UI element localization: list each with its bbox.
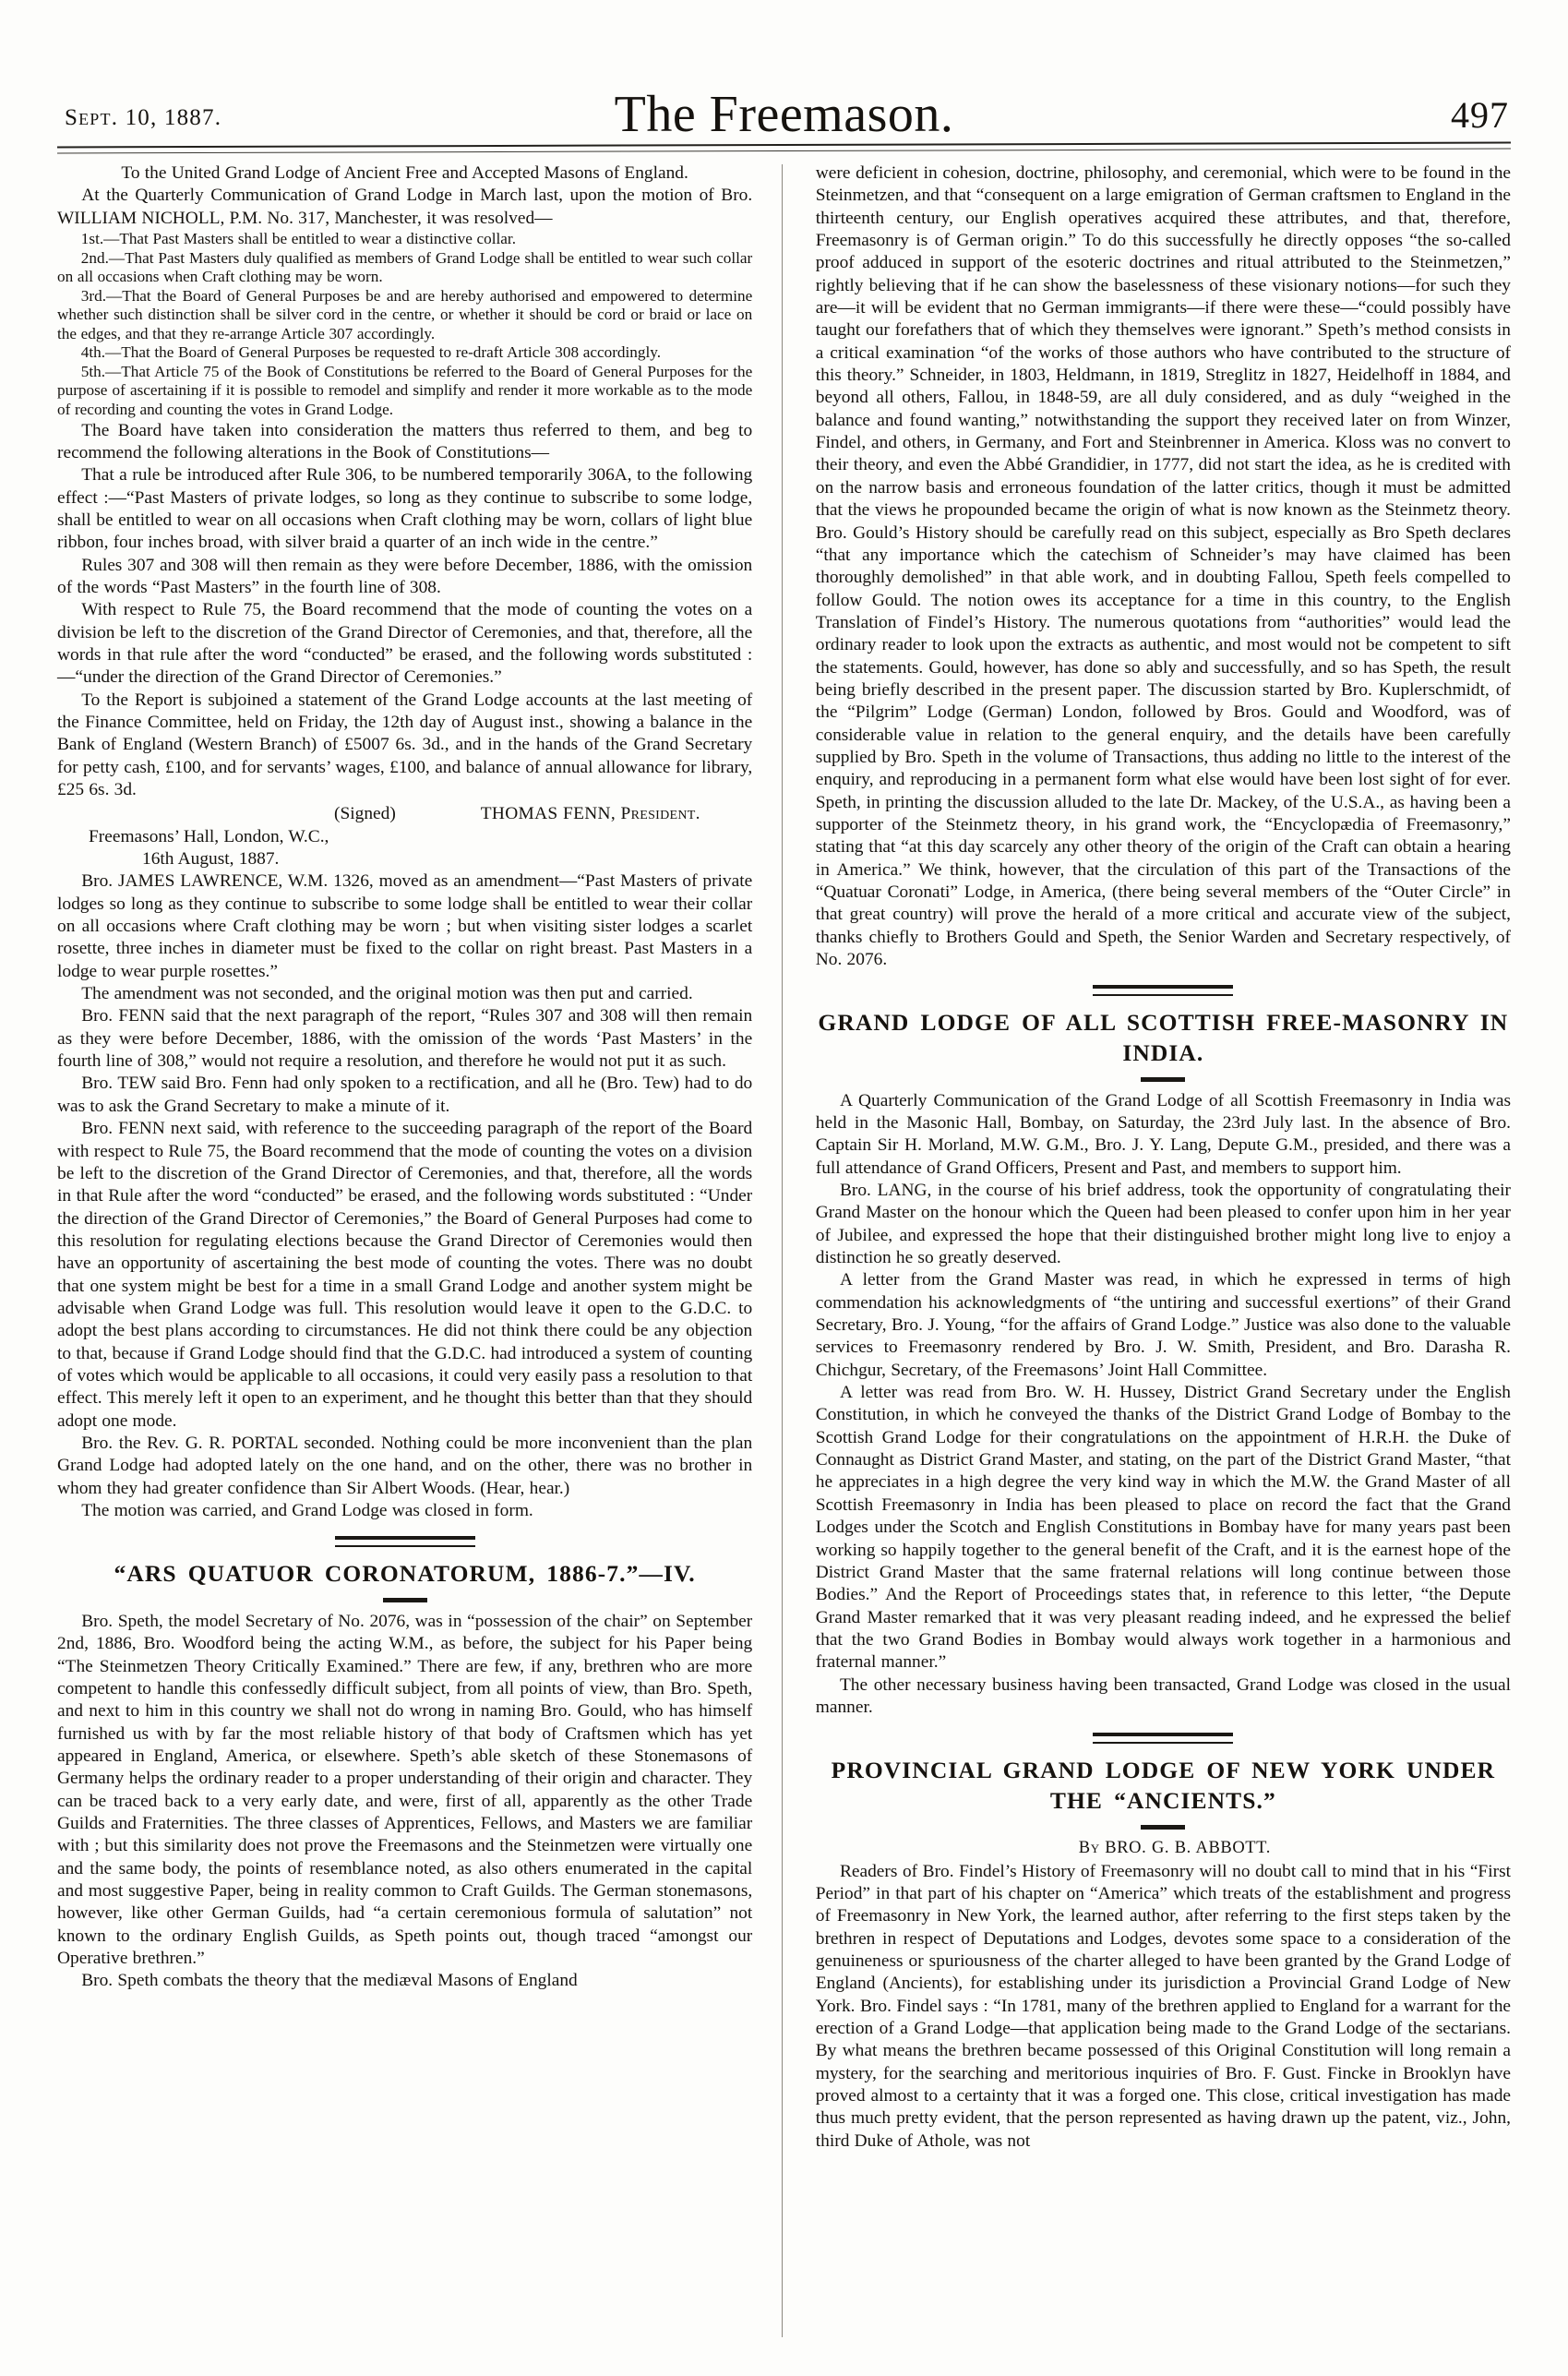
signature-line [57,803,752,825]
paragraph-india-lang: Bro. LANG, in the course of his brief address, took the opportunity of congratulating their Grand Master on the honour which the Queen had been pleased to confer upon him in her year of Jubilee, and expressed the hope that their distinguished brother might long live to enjoy a distinction he so greatly deserved. [815,1181,1511,1268]
paragraph-steinmetzen-continuation: were deficient in cohesion, doctrine, philosophy, and ceremonial, which were to be found in the Steinmetzen, and that “consequent on a large emigration of German craftsmen to England in the thirteenth century, our English operatives acquired these attributes, and that, therefore, Freemasonry is of German origin.” To do this successfully he directly opposes “the so-called proof adduced in support of the esoteric doctrines and ritual attributed to the Steinmetzen,” rightly believing that if he can show the baselessness of these visionary notions—for such they are—it will be evident that no German immigrants—if there were these—“could possibly have taught our forefathers that of which they themselves were ignorant.” Speth’s method consists in a critical examination “of the works of those authors who have contributed to the structure of this theory.” Schneider, in 1803, Heldmann, in 1819, Streglitz in 1827, Heidelhoff in 1884, and beyond all others, Fallou, in 1848-59, are all duly considered, and as duly “weighed in the balance and found wanting,” notwithstanding the support they received later on from Winzer, Findel, and others, in Germany, and Fort and Steinbrenner in America. Kloss was no convert to their theory, and even the Abbé Grandidier, in 1777, did not start the idea, as he is credited with on the narrow basis and erroneous foundation of the latter critics, though it must be admitted that the views he propounded became the origin of what is now known as the Steinmetz theory. Bro. Gould’s History should be carefully read on this subject, especially as Bro Speth declares “that any importance which the catechism of Schneider’s may have claimed has been thoroughly demolished” in that able work, and in doubting Fallou, Speth feels compelled to follow Gould. The notion owes its acceptance for a time in this country, to the English Translation of Findel’s History. The numerous quotations from “authorities” would lead the ordinary reader to look upon the extracts as authentic, and most would not be competent to sift the statements. Gould, however, has done so ably and successfully, and so has Speth, the result being briefly described in the present paper. The discussion started by Bro. Kuplerschmidt, of the “Pilgrim” Lodge (German) London, followed by Bros. Gould and Woodford, was of considerable value in relation to the general enquiry, and the details have been carefully supplied by Bro. Speth in the volume of Transactions, thus adding no little to the interest of the enquiry, and reproducing in a permanent form what else would have been lost sight of for ever. Speth, in printing the discussion alluded to the late Dr. Mackey, of the U.S.A., as having been a supporter of the Steinmetz theory, in his grand work, the “Encyclopædia of Freemasonry,” stating that “at this day scarcely any other theory of the origin of the Craft can obtain a hearing in America.” We think, however, that the circulation of this part of the Transactions of the “Quatuar Coronati” Lodge, in America, (there being several members of the “Outer Circle” in that great country) will prove the herald of a more critical and accurate view of the subject, thanks chiefly to Brothers Gould and Speth, the Senior Warden and Secretary respectively, of No. 2076. [815,163,1511,970]
byline-author: By BRO. G. B. ABBOTT. [1078,1838,1271,1857]
section-heading-provincial-grand-lodge-new-york: PROVINCIAL GRAND LODGE OF NEW YORK UNDER THE “ANCIENTS.” [831,1757,1496,1814]
resolution-item-3: 3rd.—That the Board of General Purposes be and are hereby authorised and empowered to determine whether such distinction shall be silver cord in the centre, or whether it should be cord or braid or lace on the edges, and that they re-arrange Article 307 accordingly. [57,286,753,342]
signed-label: (Signed) [334,804,396,824]
paragraph-speth-combats: Bro. Speth combats the theory that the mediæval Masons of England [81,1971,578,1991]
signature-president: THOMAS FENN, President. [480,804,700,824]
paragraph-tew-remark: Bro. TEW said Bro. Fenn had only spoken to a rectification, and all he (Bro. Tew) had to do was to ask the Grand Secretary to make a minute of it. [57,1074,753,1116]
issue-date: Sept. 10, 1887. [65,105,222,130]
resolution-item-1: 1st.—That Past Masters shall be entitled to wear a distinctive collar. [80,230,517,248]
paragraph-amendment-not-seconded: The amendment was not seconded, and the original motion was then put and carried. [81,984,693,1004]
paragraph-india-letter-gm: A letter from the Grand Master was read, in which he expressed in terms of high commendation his acknowledgments of “the untiring and successful exertions” of their Grand Secretary, Bro. J. Young, “for the affairs of Grand Lodge.” Justice was also done to the valuable services to Freemasonry rendered by Bro. J. W. Smith, President, and Bro. Darasha R. Chichgur, Secretary, of the Freemasons’ Joint Hall Committee. [815,1270,1511,1380]
section-subdivider-rule-india [1141,1077,1185,1082]
paragraph-abbott-findel: Readers of Bro. Findel’s History of Freemasonry will no doubt call to mind that in his “First Period” in that part of his chapter on “America” which treats of the establishment and progress of Freemasonry in New York, the learned author, after referring to the first steps taken by the brethren in respect of Deputations and Lodges, devotes some space to a consideration of the genuineness or spuriousness of the charter alleged to have been granted by the Grand Lodge of England (Ancients), for establishing under its jurisdiction a Provincial Grand Lodge of New York. Bro. Findel says : “In 1781, many of the brethren applied to England for a warrant for the erection of a Grand Lodge—that application being made to the Grand Lodge of the sectarians. By what means the brethren became possessed of this Original Constitution will long remain a mystery, for the searching and meritorious inquiries of Bro. F. Gust. Fincke in Brooklyn have proved almost to a certainty that it was a forged one. This close, critical investigation has made thus much pretty evident, that the person represented as having drawn up the patent, viz., John, third Duke of Athole, was not [815,1861,1511,2151]
left-column [57,162,772,2339]
paragraph-india-quarterly: A Quarterly Communication of the Grand Lodge of all Scottish Freemasonry in India was held in the Masonic Hall, Bombay, on Saturday, the 23rd July last. In the absence of Bro. Captain Sir H. Morland, M.W. G.M., Bro. J. Y. Lang, Depute G.M., presided, and there was a full attendance of Grand Officers, Present and Past, and members to support him. [815,1090,1511,1178]
section-subdivider-rule [383,1598,427,1602]
paragraph-india-closed: The other necessary business having been transacted, Grand Lodge was closed in the usual manner. [815,1674,1511,1717]
masthead [57,48,1511,151]
section-heading-ars-quatuor-coronatorum: “ARS QUATUOR CORONATORUM, 1886-7.”—IV. [114,1560,696,1588]
column-gutter-rule [782,164,792,2337]
paragraph-quarterly-communication: At the Quarterly Communication of Grand Lodge in March last, upon the motion of Bro. WILLIAM NICHOLL, P.M. No. 317, Manchester, it was resolved— [57,186,753,228]
section-divider-rule-new-york [1093,1733,1233,1744]
section-subdivider-rule-new-york [1141,1825,1185,1830]
paragraph-lawrence-amendment: Bro. JAMES LAWRENCE, W.M. 1326, moved as an amendment—“Past Masters of private lodges so long as they continue to subscribe to some lodge shall be entitled to wear their collar on all occasions where Craft clothing may be worn ; but when visiting sister lodges a scarlet rosette, three inches in diameter must be fixed to the collar on right breast. Past Masters in a lodge to wear purple rosettes.” [57,871,753,981]
paper-title: The Freemason. [614,86,954,143]
paragraph-fenn-rule-75: Bro. FENN next said, with reference to the succeeding paragraph of the report of the Board with respect to Rule 75, the Board recommend that the mode of counting the votes on a division be left to the discretion of the Grand Director of Ceremonies, and that, therefore, all the words in that Rule after the word “conducted” be erased, and the following words substituted : “Under the direction of the Grand Director of Ceremonies,” the Board of General Purposes had come to this resolution for regulating elections because the Grand Director of Ceremonies would then have an opportunity of ascertaining the best mode of counting the votes. There was no doubt that one system might be best for a time in a small Grand Lodge and another system might be advisable when Grand Lodge was full. This resolution would leave it open to the G.D.C. to adopt the best plans according to circumstances. He did not think there could be any objection to that, because if Grand Lodge should find that the G.D.C. had introduced a system of counting of votes which would be applicable to all occasions, it could very easily pass a resolution to that effect. This merely left it open to an experiment, and he thought this better than that they should adopt one mode. [57,1119,753,1431]
right-column [805,162,1511,2339]
paragraph-rule-75-recommendation: With respect to Rule 75, the Board recommend that the mode of counting the votes on a division be left to the discretion of the Grand Director of Ceremonies, and that, therefore, all the words in that rule after the word “conducted” be erased, and the following words substituted :—“under the direction of the Grand Director of Ceremonies.” [57,600,753,688]
paragraph-speth-chair: Bro. Speth, the model Secretary of No. 2076, was in “possession of the chair” on September 2nd, 1886, Bro. Woodford being the acting W.M., as before, the subject for his Paper being “The Steinmetzen Theory Critically Examined.” There are few, if any, brethren who are more competent to handle this confessedly difficult subject, from all points of view, than Bro. Speth, and next to him in this country we shall not do wrong in naming Bro. Gould, who has himself furnished us with by far the most reliable history of that body of Craftsmen which has yet appeared in England, America, or elsewhere. Speth’s able sketch of these Stonemasons of Germany helps the ordinary reader to a proper understanding of their origin and character. They can be traced back to a very early date, and were, first of all, apparently as the other Trade Guilds and Fraternities. The three classes of Apprentices, Fellows, and Masters we are familiar with ; but this similarity does not prove the Freemasons and the Steinmetzen were virtually one and the same body, the points of resemblance noted, as also others enumerated in the capital and most suggestive Paper, being in reality common to Craft Guilds. The German stonemasons, however, like other German Guilds, had “a certain ceremonious formula of salutation” not known to the ordinary English Guilds, as Speth points out, though traced “amongst our Operative brethren.” [57,1611,753,1969]
paragraph-accounts-statement: To the Report is subjoined a statement of the Grand Lodge accounts at the last meeting of the Finance Committee, held on Friday, the 12th day of August inst., showing a balance in the Bank of England (Western Branch) of £5007 6s. 3d., and in the hands of the Grand Secretary for petty cash, £100, and for servants’ wages, £100, and balance of annual allowance for library, £25 6s. 3d. [57,690,753,799]
paragraph-board-consideration: The Board have taken into consideration the matters thus referred to them, and beg to recommend the following alterations in the Book of Constitutions— [57,420,753,462]
masthead-divider-rule [57,142,1511,154]
section-divider-rule-india [1093,985,1233,996]
address-line-1: Freemasons’ Hall, London, W.C., [89,826,329,846]
paragraph-portal-seconded: Bro. the Rev. G. R. PORTAL seconded. Nothing could be more inconvenient than the plan Grand Lodge had adopted lately on the one hand, and on the other, there was no brother in whom they had greater confidence than Sir Albert Woods. (Hear, hear.) [57,1433,753,1498]
paragraph-addressee: To the United Grand Lodge of Ancient Free and Accepted Masons of England. [121,163,688,183]
resolution-item-4: 4th.—That the Board of General Purposes be requested to re-draft Article 308 accordingly. [80,343,662,362]
paragraph-motion-carried: The motion was carried, and Grand Lodge was closed in form. [81,1501,533,1520]
page-number: 497 [1451,94,1509,136]
resolution-item-2: 2nd.—That Past Masters duly qualified as members of Grand Lodge shall be entitled to wear such collar on all occasions when Craft clothing may be worn. [57,248,753,286]
resolution-item-5: 5th.—That Article 75 of the Book of Constitutions be referred to the Board of General Purposes for the purpose of ascertaining if it is possible to remodel and simplify and render it more workable as to the mode of recording and counting the votes in Grand Lodge. [57,362,753,418]
address-line-2: 16th August, 1887. [142,849,280,870]
section-heading-scottish-freemasonry-india: GRAND LODGE OF ALL SCOTTISH FREE-MASONRY IN INDIA. [818,1009,1509,1066]
paragraph-fenn-next-paragraph: Bro. FENN said that the next paragraph of the report, “Rules 307 and 308 will then remain as they were before December, 1886, with the omission of the words ‘Past Masters’ in the fourth line of 308,” would not require a resolution, and therefore he would not put it as such. [57,1006,753,1072]
paragraph-india-hussey-letter: A letter was read from Bro. W. H. Hussey, District Grand Secretary under the English Constitution, in which he conveyed the thanks of the District Grand Lodge of Bombay to the Scottish Grand Lodge for their congratulations on the appointment of H.R.H. the Duke of Connaught as District Grand Master, and stating, on the part of the District Grand Master, “that he appreciates in a high degree the very kind way in which the M.W. the Grand Master of all Scottish Freemasonry in India has been pleased to place on record the fact that the Grand Lodges under the Scotch and English Constitutions in Bombay have for many years past been working so happily together to the general benefit of the Craft, and it is the earnest hope of the District Grand Master that the same fraternal relations will long continue between those Bodies.” And the Report of Proceedings states that, in reference to this letter, “the Depute Grand Master remarked that it was very pleasant reading indeed, and he expressed the belief that the two Grand Bodies in Bombay would always work together in a harmonious and fraternal manner.” [815,1383,1511,1673]
paragraph-rules-307-308: Rules 307 and 308 will then remain as they were before December, 1886, with the omission of the words “Past Masters” in the fourth line of 308. [57,555,753,597]
paragraph-rule-306a: That a rule be introduced after Rule 306, to be numbered temporarily 306A, to the following effect :—“Past Masters of private lodges, so long as they continue to subscribe to some lodge, shall be entitled to wear on all occasions when Craft clothing may be worn, collars of light blue ribbon, four inches broad, with silver braid a quarter of an inch wide in the centre.” [57,465,753,553]
section-divider-rule [335,1536,475,1547]
column-container [57,162,1511,2339]
